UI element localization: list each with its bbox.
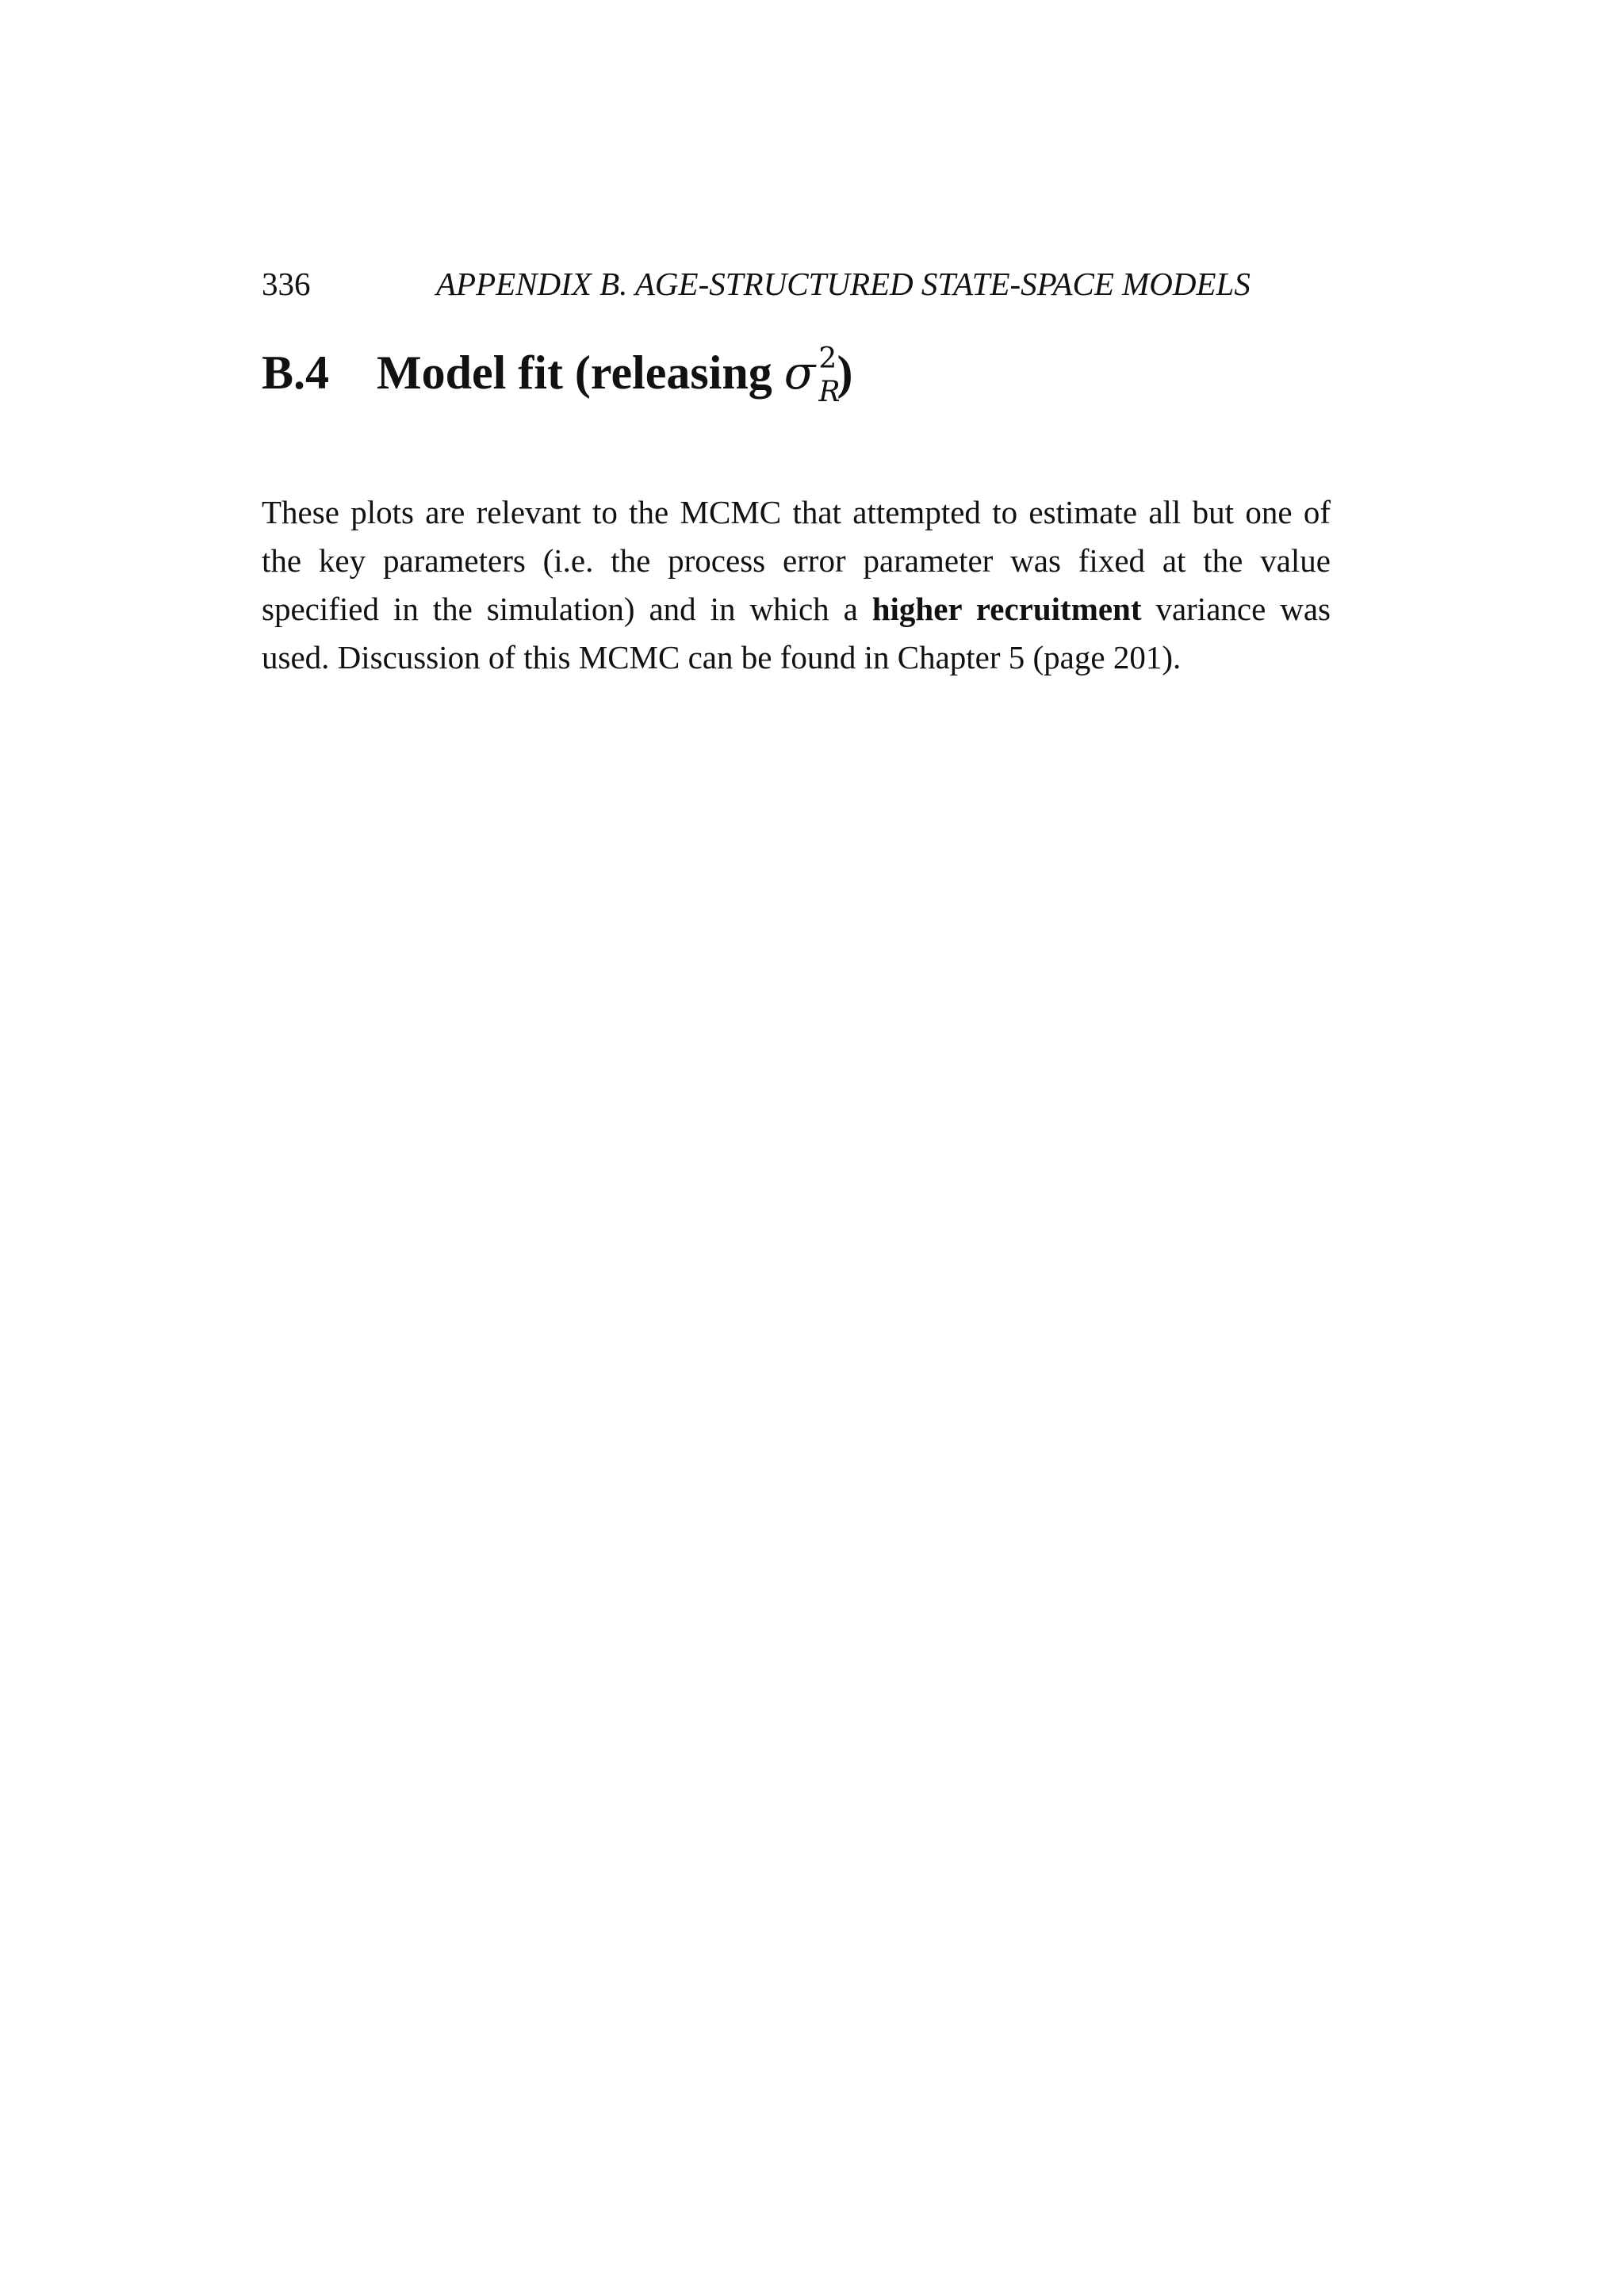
section-title-prefix: Model fit (releasing	[377, 346, 784, 399]
paragraph-text-start: These plots are relevant to the MCMC that attempted to estimate all but one of the key parameters (i.e. the process error parameter was fixed at the value specified in the simulation) and in which a	[262, 494, 1331, 627]
paragraph-text-end: variance was used. Discussion of this MCMC can be found in Chapter 5 (page 201).	[262, 591, 1331, 675]
running-header-title: APPENDIX B. AGE-STRUCTURED STATE-SPACE MODELS	[436, 266, 1251, 302]
sigma-subscript: R	[818, 376, 841, 408]
section-number: B.4	[262, 346, 330, 399]
running-header	[262, 262, 1331, 306]
paragraph-bold-text: higher recruitment	[871, 591, 1142, 627]
section-heading	[262, 337, 852, 408]
page-number: 336	[262, 266, 311, 302]
sigma-symbol: σ 2R	[784, 346, 837, 400]
body-paragraph	[262, 488, 1331, 682]
sigma-base: σ	[783, 346, 816, 400]
section-title-suffix: )	[837, 346, 853, 399]
